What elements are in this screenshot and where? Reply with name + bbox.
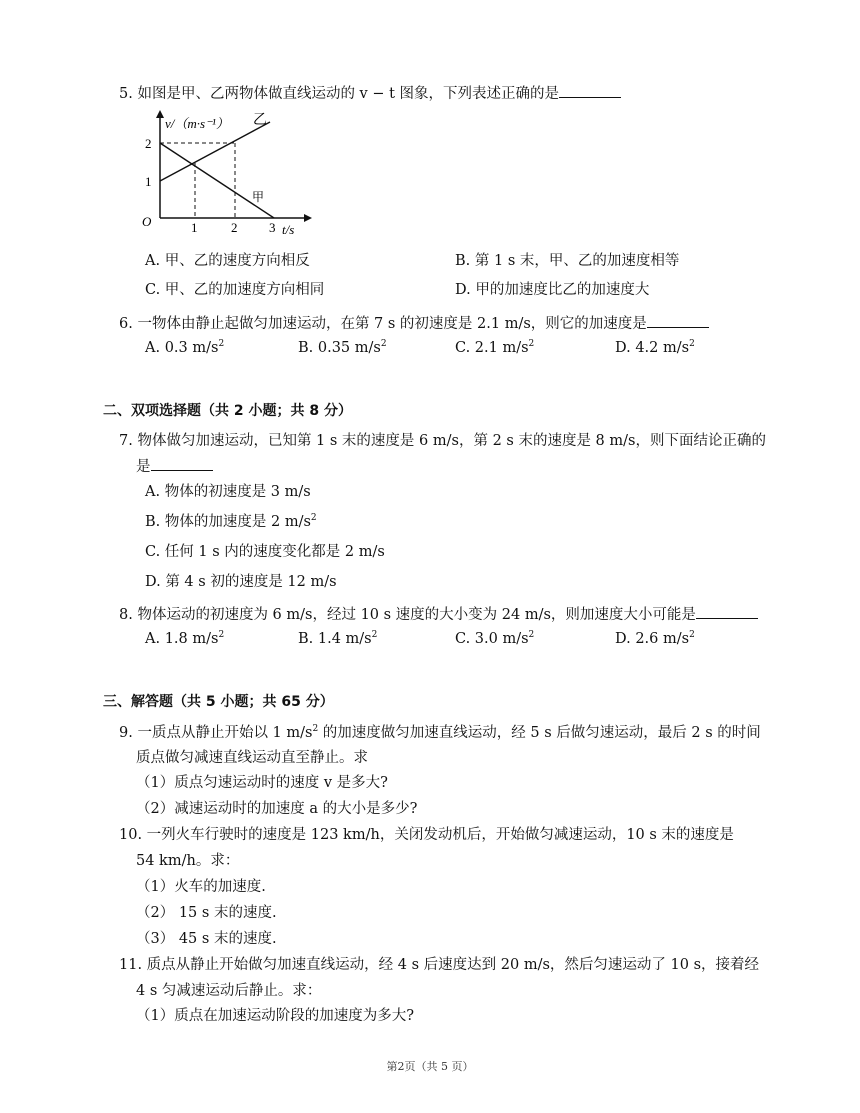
q7-option-c: C. 任何 1 s 内的速度变化都是 2 m/s [145,544,385,560]
q11-line2: 4 s 匀减速运动后静止。求： [136,983,322,999]
q7-option-b: B. 物体的加速度是 2 $m/s^2$ [145,513,317,530]
q9-line1: 9. 一质点从静止开始以 1 $m/s^2$ 的加速度做匀加速直线运动，经 5 s 后做匀速运动，最后 2 s 的时间 [119,724,761,741]
section-3-title: 三、解答题（共 5 小题；共 65 分） [103,694,334,710]
q6-option-d: D. 4.2 $m/s^2$ [615,339,695,356]
q10-sub3: （3） 45 s 末的速度. [136,931,277,947]
q8-option-d: D. 2.6 $m/s^2$ [615,630,695,647]
t-axis-arrow [304,214,312,222]
q10-sub2: （2） 15 s 末的速度. [136,905,277,921]
x-tick-1: 1 [191,220,198,235]
y-tick-1: 1 [145,174,152,189]
q5-option-b: B. 第 1 s 末，甲、乙的加速度相等 [455,253,680,269]
q8-option-c: C. 3.0 $m/s^2$ [455,630,535,647]
q11-sub1: （1）质点在加速运动阶段的加速度为多大? [136,1008,414,1024]
q7-option-a: A. 物体的初速度是 3 m/s [145,484,311,500]
q6-stem: 6. 一物体由静止起做匀加速运动，在第 7 s 的初速度是 2.1 m/s，则它的加速度是 [119,313,709,334]
page-footer: 第2页（共 5 页） [386,1060,474,1073]
v-axis-label: v/（m·s⁻¹） [165,116,229,131]
line-jia [160,143,274,218]
q7-stem-line2: 是 [136,456,213,477]
x-tick-2: 2 [231,220,238,235]
x-tick-3: 3 [269,220,276,235]
label-yi: 乙 [253,112,267,128]
q7-option-d: D. 第 4 s 初的速度是 12 m/s [145,574,337,590]
label-jia: 甲 [252,190,265,204]
q8-option-b: B. 1.4 $m/s^2$ [298,630,378,647]
q5-option-a: A. 甲、乙的速度方向相反 [145,253,310,269]
answer-blank [696,604,758,619]
t-axis-label: t/s [282,222,295,237]
q6-option-b: B. 0.35 $m/s^2$ [298,339,387,356]
q7-stem-line1: 7. 物体做匀加速运动，已知第 1 s 末的速度是 6 m/s，第 2 s 末的速度是 8 m/s，则下面结论正确的 [119,433,766,449]
velocity-time-graph [132,108,312,240]
q5-option-c: C. 甲、乙的加速度方向相同 [145,282,325,298]
answer-blank [647,313,709,328]
q10-line2: 54 km/h。求： [136,853,240,869]
answer-blank [559,83,621,98]
q9-line2: 质点做匀减速直线运动直至静止。求 [136,750,368,766]
v-axis-arrow [156,110,164,118]
y-tick-2: 2 [145,136,152,151]
q6-option-a: A. 0.3 $m/s^2$ [145,339,225,356]
q10-line1: 10. 一列火车行驶时的速度是 123 km/h，关闭发动机后，开始做匀减速运动，10 s 末的速度是 [119,827,734,843]
answer-blank [151,456,213,471]
q6-option-c: C. 2.1 $m/s^2$ [455,339,535,356]
q8-option-a: A. 1.8 $m/s^2$ [145,630,225,647]
origin-label: O [142,214,152,229]
q9-sub1: （1）质点匀速运动时的速度 v 是多大? [136,775,388,791]
q10-sub1: （1）火车的加速度. [136,879,266,895]
section-2-title: 二、双项选择题（共 2 小题；共 8 分） [103,403,352,419]
q5-stem: 5. 如图是甲、乙两物体做直线运动的 v − t 图象，下列表述正确的是 [119,83,621,104]
q8-stem: 8. 物体运动的初速度为 6 m/s，经过 10 s 速度的大小变为 24 m/s，则加速度大小可能是 [119,604,758,625]
q5-option-d: D. 甲的加速度比乙的加速度大 [455,282,650,298]
q9-sub2: （2）减速运动时的加速度 a 的大小是多少? [136,801,418,817]
q11-line1: 11. 质点从静止开始做匀加速直线运动，经 4 s 后速度达到 20 m/s，然后匀速运动了 10 s，接着经 [119,957,760,973]
